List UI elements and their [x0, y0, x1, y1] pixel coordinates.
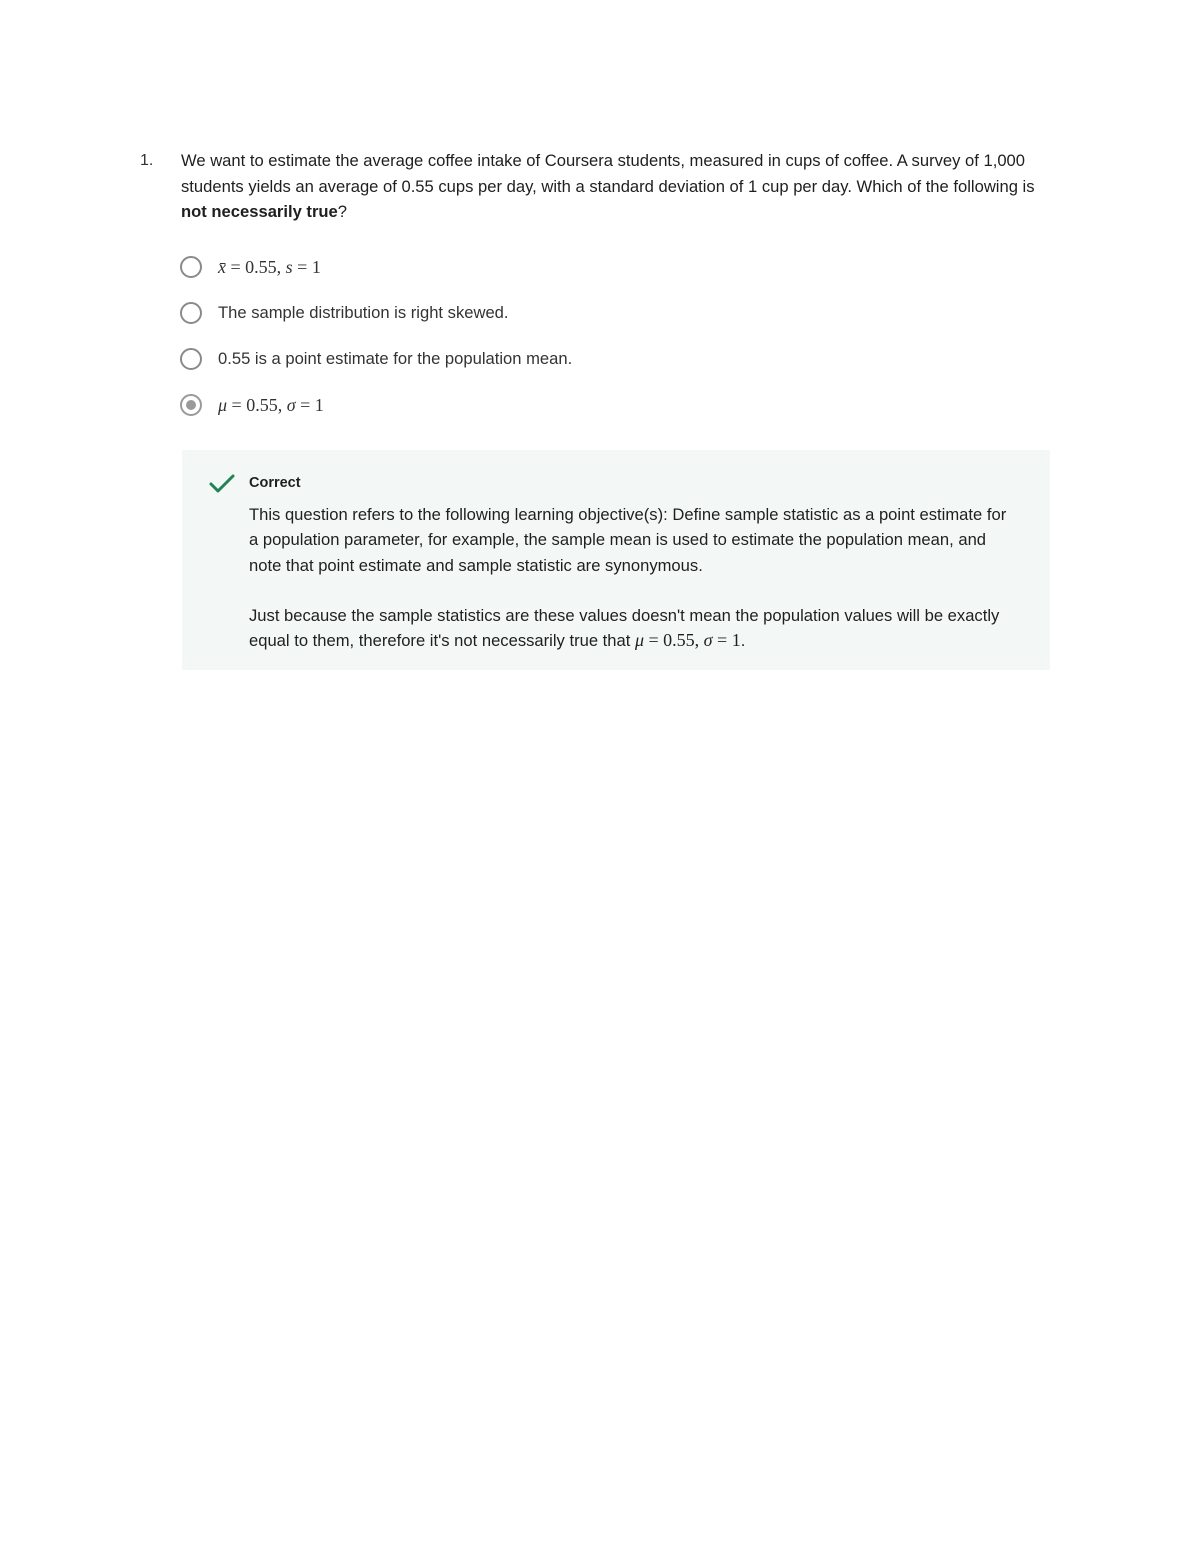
- math-text: = 1: [712, 630, 741, 651]
- math-var: x̄: [218, 256, 226, 277]
- checkmark-icon: [208, 472, 236, 496]
- option-1[interactable]: [180, 244, 1050, 290]
- feedback-text: Just because the sample statistics are these values doesn't mean the population values will be exactly equal to them, therefore it's not necessarily true that: [249, 605, 1000, 651]
- question-text-end: ?: [337, 202, 348, 221]
- option-label: [218, 395, 324, 416]
- option-label: The sample distribution is right skewed.: [218, 303, 509, 322]
- option-label: 0.55 is a point estimate for the population mean.: [218, 349, 573, 368]
- feedback-text-end: .: [740, 631, 746, 651]
- option-2[interactable]: [180, 290, 1050, 336]
- math-text: = 0.55,: [227, 394, 287, 415]
- radio-button-icon[interactable]: [180, 394, 202, 416]
- math-var: μ: [634, 630, 644, 651]
- option-4[interactable]: [180, 382, 1050, 428]
- math-var: μ: [218, 394, 228, 415]
- radio-button-icon[interactable]: [180, 256, 202, 278]
- math-text: = 1: [292, 256, 321, 277]
- question-text-part: We want to estimate the average coffee intake of Coursera students, measured in cups of coffee. A survey of 1,000 students yields an average of 0.55 cups per day, with a standard deviation of 1 cup per day. Which of the following is: [181, 151, 1035, 196]
- feedback-panel: [182, 450, 1050, 670]
- question-block: [140, 148, 1050, 225]
- feedback-paragraph: [249, 603, 1019, 654]
- math-text: = 0.55,: [226, 256, 286, 277]
- feedback-paragraph: This question refers to the following learning objective(s): Define sample statistic as a point estimate for a population parameter, for example, the sample mean is used to estimate the population mean, and note that point estimate and sample statistic are synonymous.: [249, 505, 1007, 575]
- math-var: s: [285, 256, 293, 277]
- math-text: = 0.55,: [644, 630, 704, 651]
- option-label: [218, 257, 321, 278]
- feedback-math: [635, 630, 741, 650]
- question-emphasis: not necessarily true: [181, 202, 338, 221]
- answer-options: [180, 244, 1050, 428]
- feedback-body: [249, 502, 1019, 678]
- math-text: = 1: [295, 394, 324, 415]
- radio-button-icon[interactable]: [180, 348, 202, 370]
- math-var: σ: [703, 630, 713, 651]
- question-text: [181, 148, 1050, 225]
- option-3[interactable]: [180, 336, 1050, 382]
- question-number: 1.: [140, 152, 154, 169]
- math-var: σ: [286, 394, 296, 415]
- feedback-status: Correct: [249, 475, 301, 491]
- radio-button-icon[interactable]: [180, 302, 202, 324]
